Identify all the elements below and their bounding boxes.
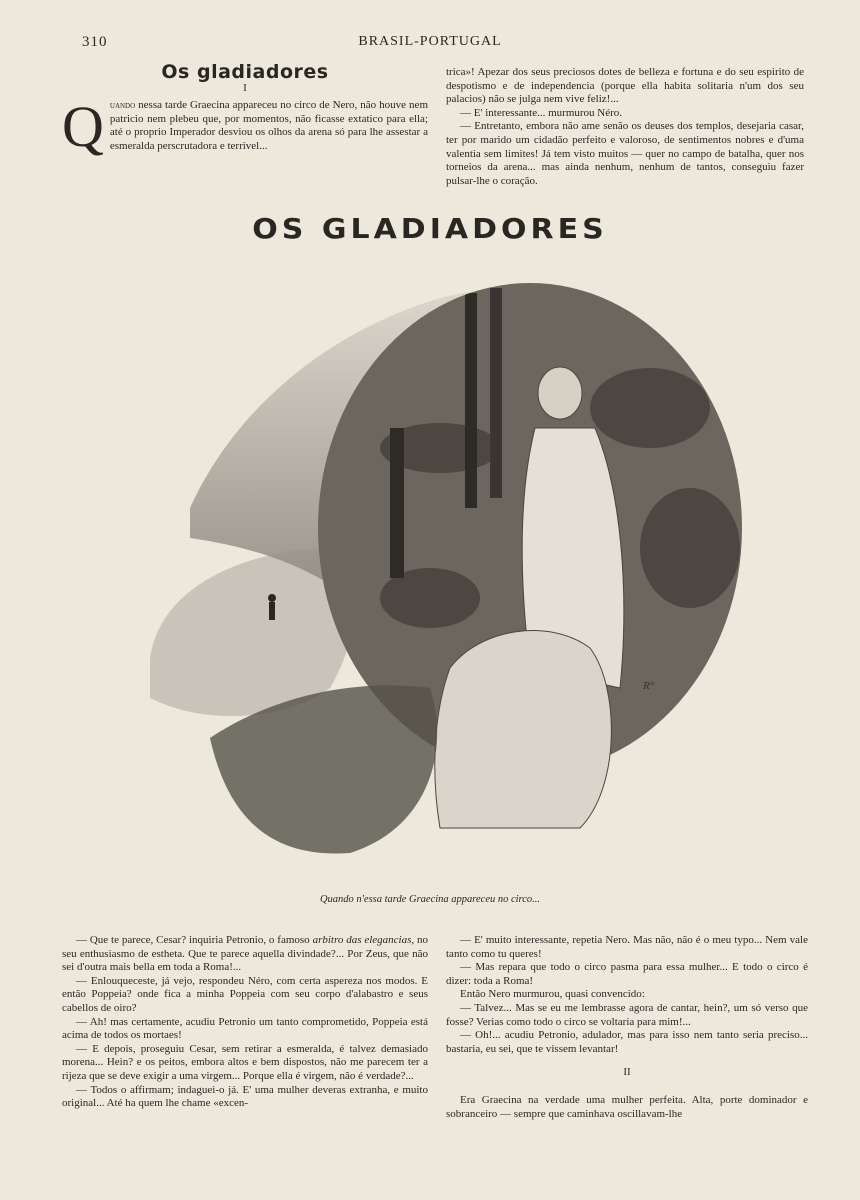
section-number-one: I	[243, 81, 247, 94]
artist-signature: R°	[643, 680, 655, 692]
paragraph: — Mas repara que todo o circo pasma para essa mulher... E todo o circo é dizer: toda a Roma!	[446, 961, 808, 987]
column-bottom-left	[62, 934, 428, 1111]
column	[390, 428, 404, 578]
running-head: BRASIL-PORTUGAL	[358, 34, 502, 49]
illustration-caption: Quando n'essa tarde Graecina appareceu no circo...	[319, 894, 541, 905]
opening-smallcaps: uando	[109, 100, 136, 112]
illustration-circus	[150, 268, 745, 873]
paragraph: Então Nero murmurou, quasi convencido:	[460, 988, 645, 1001]
gladiator-figure	[268, 594, 276, 620]
column	[490, 288, 502, 498]
opening-paragraph	[62, 94, 428, 160]
paragraph: — E depois, proseguiu Cesar, sem retirar a esmeralda, é talvez demasiado morena... Hein? e os peitos, embora altos e bem dispostos, não me parecem ter a rijeza que se deve exigir a uma virgem... Porque ella é virgem, não é verdade?...	[62, 1042, 428, 1082]
column-top-left	[62, 61, 428, 160]
paragraph: — Enlouqueceste, já vejo, respondeu Néro, com certa aspereza nos modos. E então Poppeia? onde fica a minha Poppeia com seu corpo d'alabastro e seus cabellos de oiro?	[62, 974, 428, 1014]
paragraph: — Oh!... acudiu Petronio, adulador, mas para isso nem tanto seria preciso... bastaria, eu sei, que te vissem levantar!	[446, 1029, 808, 1055]
column-top-right	[446, 66, 804, 188]
section-number-two: II	[623, 1066, 631, 1079]
column-bottom-right	[446, 934, 808, 1121]
article-title: Os gladiadores	[161, 61, 329, 83]
italic-phrase: arbitro das elegancias,	[312, 934, 415, 946]
banner-title: OS GLADIADORES	[252, 213, 608, 246]
drop-cap: Q	[62, 94, 104, 160]
paragraph: — Que te parece, Cesar? inquiria Petronio, o famoso arbitro das elegancias, no seu enthusiasmo de estheta. Que te parece aquella divindade?... Por Zeus, que não sei d'outra mais bella em toda a Roma!...	[62, 934, 429, 974]
figure-seated-man	[435, 631, 612, 828]
paragraph: Era Graecina na verdade uma mulher perfeita. Alta, porte dominador e sobranceiro — sempre que caminhava oscillavam-lhe	[446, 1093, 808, 1120]
opening-text: nessa tarde Graecina appareceu no circo de Nero, não houve nem patricio nem plebeu que, por momentos, não ficasse extatico para ella; até o proprio Imperador desviou os olhos da arena só para lhe assestar a esmeralda perscrutadora e terrivel...	[109, 99, 428, 152]
page-number: 310	[82, 34, 108, 50]
paragraph: trica»! Apezar dos seus preciosos dotes de belleza e fortuna e do seu espirito de despotismo e de independencia (porque ella habita solitaria n'um dos seu palacios) não se julga nem vive feliz!...	[446, 66, 804, 106]
paragraph: — E' muito interessante, repetia Nero. Mas não, não é o meu typo... Nem vale tanto como tu queres!	[446, 934, 808, 960]
paragraph: — Talvez... Mas se eu me lembrasse agora de cantar, hein?, um só verso que fosse? Verias como todo o circo se voltaria para mim!...	[446, 1001, 808, 1028]
paragraph: — Ah! mas certamente, acudiu Petronio um tanto comprometido, Poppeia está acima de todos os mortaes!	[62, 1015, 428, 1042]
paragraph: — Todos o affirmam; indaguei-o já. E' uma mulher deveras extranha, e muito original... Até ha quem lhe chame «excen-	[62, 1083, 428, 1110]
column	[465, 293, 477, 508]
paragraph: — E' interessante... murmurou Néro.	[460, 106, 623, 119]
paragraph: — Entretanto, embora não ame senão os deuses dos templos, desejaria casar, ter por marido um cidadão perfeito e valoroso, de sentimentos nobres e d'uma valentia sem limites! Já tem visto muitos — quer no campo de batalha, quer nos torneios da arena... mas ainda nenhum, nenhum de tantos, conseguiu fazer pulsar-lhe o coração.	[446, 120, 804, 187]
